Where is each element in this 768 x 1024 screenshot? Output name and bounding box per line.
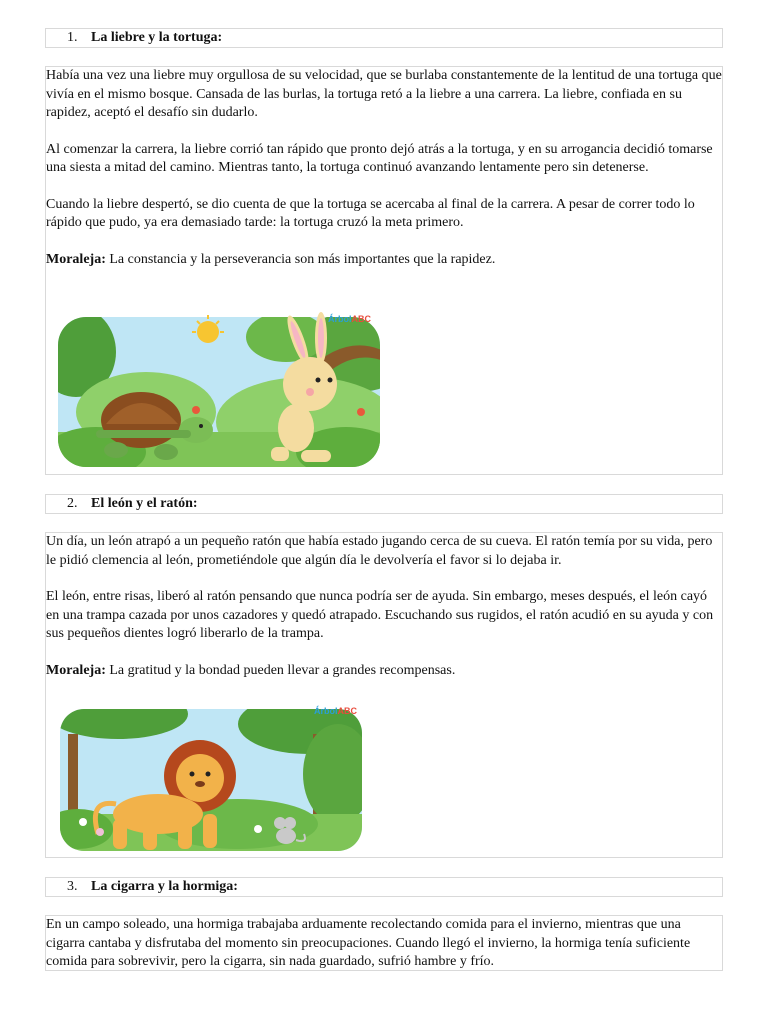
story-2-watermark-a: Árbol (314, 706, 338, 716)
story-1-paragraph-2: Al comenzar la carrera, la liebre corrió tan rápido que pronto dejó atrás a la tortuga, y en su arrogancia decidió tomarse una siesta a mitad del camino. Mientras tanto, la tortuga continuó avanzando lentamente pero sin detenerse. (46, 141, 713, 175)
story-1-moral-label: Moraleja: (46, 251, 106, 267)
story-2-moral (46, 662, 722, 681)
story-1-title-box (45, 28, 723, 48)
story-2-paragraph-2: El león, entre risas, liberó al ratón pensando que nunca podría ser de ayuda. Sin embargo, meses después, el león cayó en una trampa cazada por unos cazadores y quedó atrapado. Escuchando sus rugidos, el ratón acudió en su ayuda y con sus pequeños dientes logró liberarlo de la trampa. (46, 589, 714, 641)
story-3-body (45, 915, 723, 971)
story-3-paragraph-1: En un campo soleado, una hormiga trabajaba arduamente recolectando comida para el invierno, mientras que una cigarra cantaba y disfrutaba del momento sin preocupaciones. Cuando llegó el invierno, la hormiga tenía suficiente comida para sobrevivir, pero la cigarra, sin nada guardado, sufrió hambre y frío. (46, 917, 691, 969)
story-1-number: 1. (67, 30, 78, 45)
story-1-title: La liebre y la tortuga: (91, 30, 223, 45)
story-1-moral-text: La constancia y la perseverancia son más importantes que la rapidez. (105, 251, 496, 267)
story-1-paragraph-3: Cuando la liebre despertó, se dio cuenta de que la tortuga se acercaba al final de la carrera. A pesar de correr todo lo rápido que pudo, ya era demasiado tarde: la tortuga cruzó la meta primero. (46, 196, 695, 230)
story-2-watermark-b: ABC (337, 706, 357, 716)
story-2-moral-text: La gratitud y la bondad pueden llevar a grandes recompensas. (105, 662, 456, 678)
story-2-paragraph-1: Un día, un león atrapó a un pequeño ratón que había estado jugando cerca de su cueva. El ratón temía por su vida, pero le pidió clemencia al león, prometiéndole que algún día le devolvería el favor si lo dejaba ir. (46, 534, 713, 568)
story-3-number: 3. (67, 879, 78, 894)
story-1-watermark-a: Árbol (328, 314, 352, 324)
story-1-watermark (328, 314, 371, 324)
story-2-number: 2. (67, 496, 78, 511)
story-1-watermark-b: ABC (351, 314, 371, 324)
story-3-title-box (45, 877, 723, 897)
lion-mouse-illustration (58, 704, 368, 856)
story-3-title: La cigarra y la hormiga: (91, 879, 238, 894)
hare-tortoise-illustration (56, 312, 386, 472)
story-2-moral-label: Moraleja: (46, 662, 106, 678)
story-2-title: El león y el ratón: (91, 496, 198, 511)
story-2-title-box (45, 494, 723, 514)
story-1-moral (46, 251, 722, 270)
story-2-watermark (314, 706, 357, 716)
story-1-paragraph-1: Había una vez una liebre muy orgullosa de su velocidad, que se burlaba constantemente de la lentitud de una tortuga que vivía en el mismo bosque. Cansada de las burlas, la tortuga retó a la liebre a una carrera. La liebre, confiada en su rapidez, aceptó el desafío sin dudarlo. (46, 68, 722, 120)
